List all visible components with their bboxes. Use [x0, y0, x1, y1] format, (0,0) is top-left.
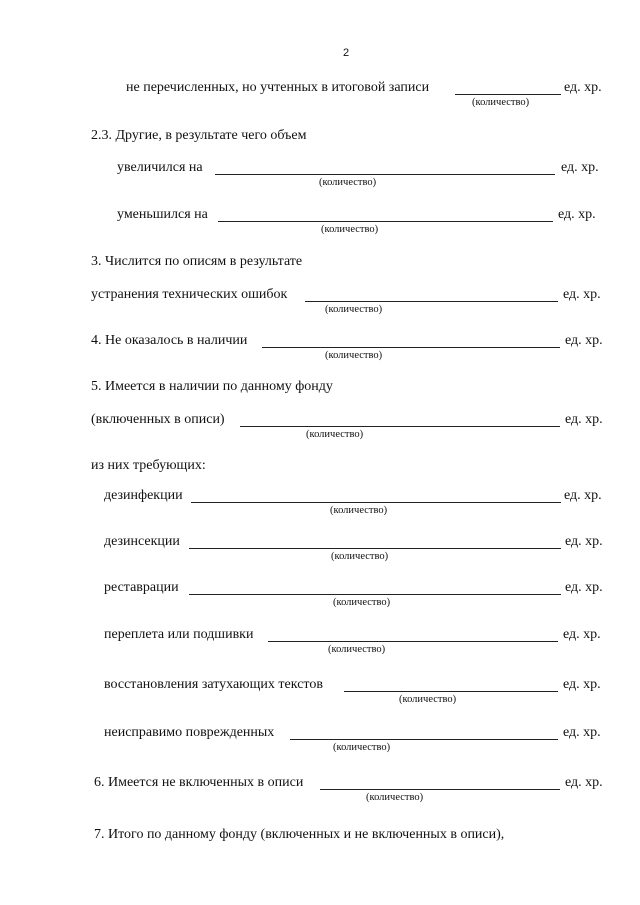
unit-label: ед. хр.: [561, 160, 599, 175]
quantity-caption: (количество): [325, 304, 383, 315]
unit-label: ед. хр.: [563, 677, 601, 692]
section-2-3-heading: 2.3. Другие, в результате чего объем: [91, 128, 307, 143]
text-increased: увеличился на: [117, 160, 203, 175]
text-binding: переплета или подшивки: [104, 627, 254, 642]
text-decreased: уменьшился на: [117, 207, 208, 222]
unit-label: ед. хр.: [563, 287, 601, 302]
section-6-not-included: 6. Имеется не включенных в описи: [94, 775, 304, 790]
quantity-caption: (количество): [319, 177, 377, 188]
text-technical-errors: устранения технических ошибок: [91, 287, 288, 302]
page-number: 2: [343, 47, 350, 59]
text-disinfection: дезинфекции: [104, 488, 183, 503]
quantity-caption: (количество): [366, 792, 424, 803]
text-included-in-inventories: (включенных в описи): [91, 412, 225, 427]
unit-label: ед. хр.: [565, 333, 603, 348]
blank-line: [262, 347, 560, 348]
unit-label: ед. хр.: [563, 725, 601, 740]
section-7-total: 7. Итого по данному фонду (включенных и не включенных в описи),: [94, 827, 505, 842]
unit-label: ед. хр.: [565, 412, 603, 427]
quantity-caption: (количество): [399, 694, 457, 705]
text-restoration: реставрации: [104, 580, 179, 595]
blank-line: [218, 221, 553, 222]
blank-line: [240, 426, 560, 427]
blank-line: [268, 641, 558, 642]
quantity-caption: (количество): [472, 97, 530, 108]
unit-label: ед. хр.: [558, 207, 596, 222]
quantity-caption: (количество): [321, 224, 379, 235]
blank-line: [455, 94, 561, 95]
unit-label: ед. хр.: [565, 775, 603, 790]
blank-line: [191, 502, 561, 503]
blank-line: [215, 174, 555, 175]
blank-line: [344, 691, 558, 692]
quantity-caption: (количество): [325, 350, 383, 361]
unit-label: ед. хр.: [564, 80, 602, 95]
unit-label: ед. хр.: [563, 627, 601, 642]
quantity-caption: (количество): [331, 551, 389, 562]
quantity-caption: (количество): [333, 597, 391, 608]
section-4-missing: 4. Не оказалось в наличии: [91, 333, 248, 348]
quantity-caption: (количество): [330, 505, 388, 516]
blank-line: [189, 594, 561, 595]
blank-line: [189, 548, 561, 549]
section-3-heading: 3. Числится по описям в результате: [91, 254, 303, 269]
unit-label: ед. хр.: [565, 534, 603, 549]
blank-line: [290, 739, 558, 740]
text-irreparably-damaged: неисправимо поврежденных: [104, 725, 275, 740]
unit-label: ед. хр.: [565, 580, 603, 595]
unit-label: ед. хр.: [564, 488, 602, 503]
text-disinsection: дезинсекции: [104, 534, 180, 549]
section-5-heading: 5. Имеется в наличии по данному фонду: [91, 379, 333, 394]
blank-line: [305, 301, 558, 302]
text-fading-texts: восстановления затухающих текстов: [104, 677, 323, 692]
quantity-caption: (количество): [306, 429, 364, 440]
quantity-caption: (количество): [333, 742, 391, 753]
blank-line: [320, 789, 560, 790]
text-not-listed: не перечисленных, но учтенных в итоговой записи: [126, 80, 430, 95]
text-of-them-requiring: из них требующих:: [91, 458, 206, 473]
quantity-caption: (количество): [328, 644, 386, 655]
